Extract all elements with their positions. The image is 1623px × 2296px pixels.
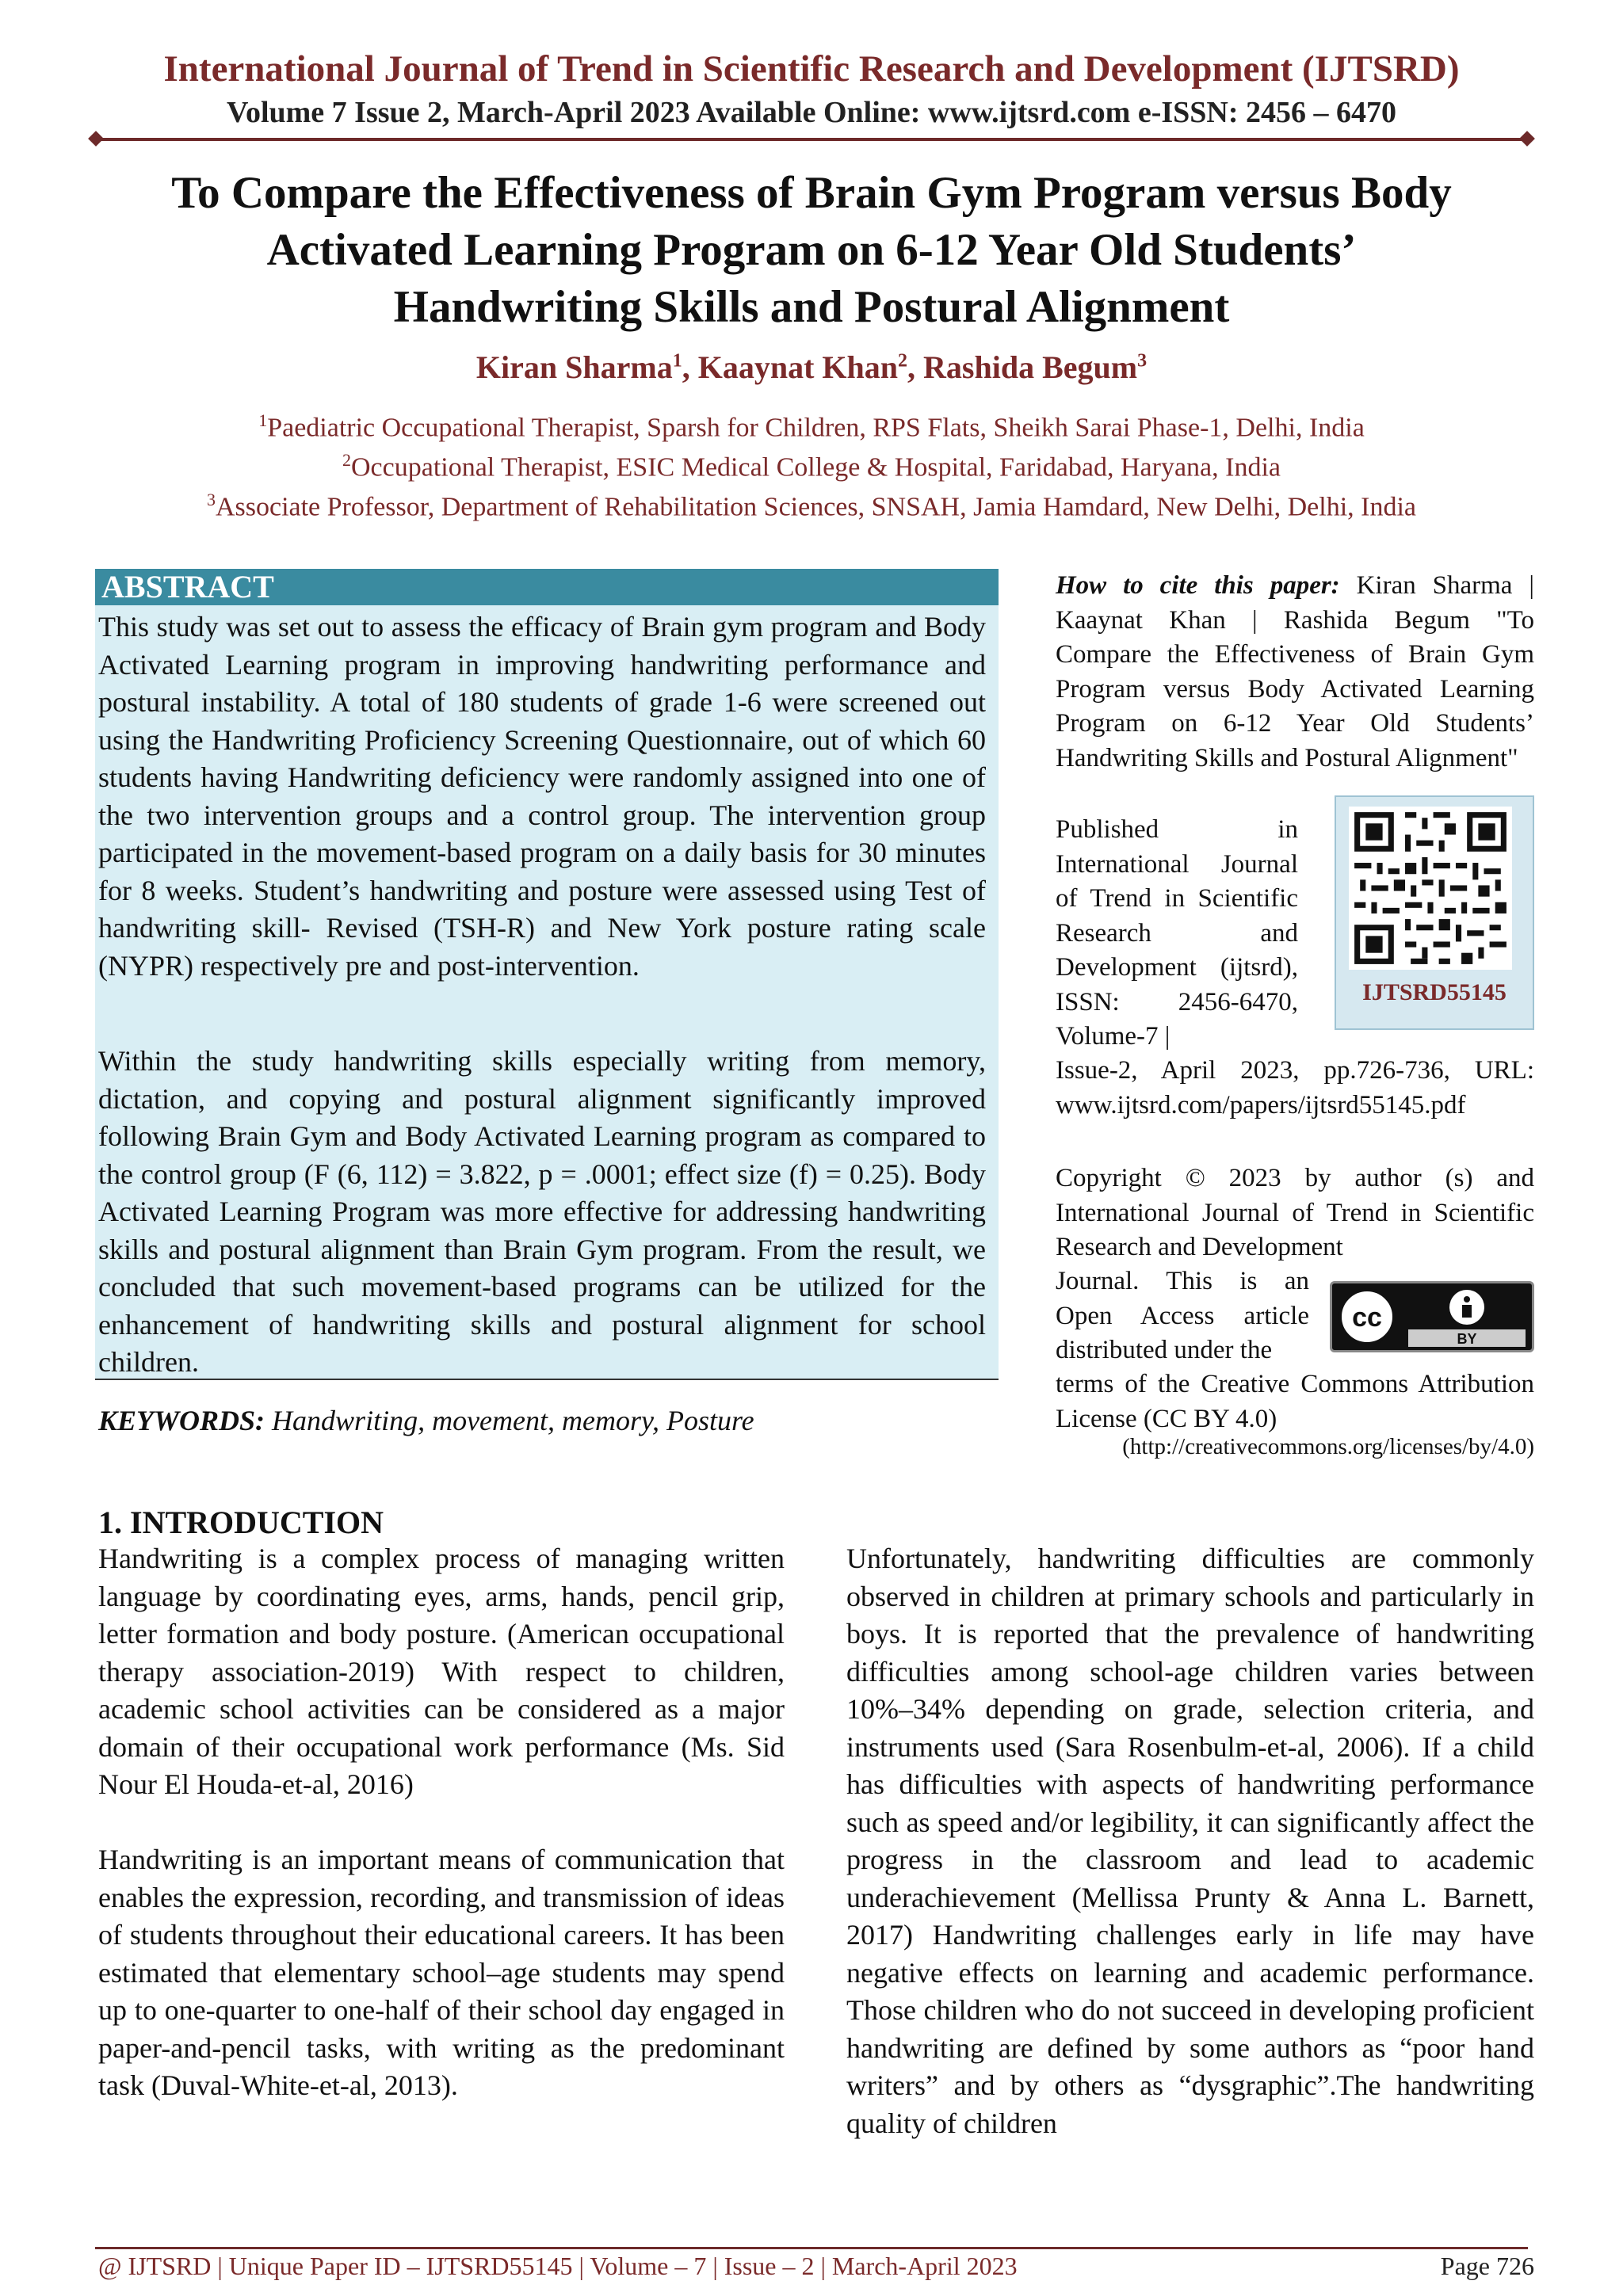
header-rule (95, 138, 1528, 141)
footer-rule (95, 2247, 1528, 2249)
affiliation-2 (0, 450, 1623, 482)
copyright-license: terms of the Creative Commons Attribution License (CC BY 4.0) (1056, 1370, 1534, 1433)
affiliation-3 (0, 490, 1623, 522)
paper-title (87, 165, 1536, 336)
affiliation-mark: 2 (342, 450, 351, 470)
affiliation-text: Associate Professor, Department of Rehabilitation Sciences, SNSAH, Jamia Hamdard, New Delhi, Delhi, India (215, 492, 1417, 522)
affiliation-text: Paediatric Occupational Therapist, Sparsh for Children, RPS Flats, Sheikh Sarai Phase-1, Delhi, India (267, 413, 1365, 443)
intro-right-paragraph-1: Unfortunately, handwriting difficulties are commonly observed in children at primary schools and particularly in boys. It is reported that the prevalence of handwriting difficulties among school-age children varies between 10%–34% depending on grade, selection criteria, and instruments used (Sara Rosenbulm-et-al, 2006). If a child has difficulties with aspects of handwriting performance such as speed and/or legibility, it can significantly affect the progress in the classroom and lead to academic underachievement (Mellissa Prunty & Anna L. Barnett, 2017) Handwriting challenges early in life may have negative effects on learning and academic performance. Those children who do not succeed in developing proficient handwriting are defined by some authors as “poor hand writers” and by others as “dysgraphic”.The handwriting quality of children (846, 1543, 1534, 2139)
cc-by-icon (1332, 1283, 1532, 1350)
author-list (0, 349, 1623, 386)
journal-issue-line: Volume 7 Issue 2, March-April 2023 Available Online: www.ijtsrd.com e-ISSN: 2456 – 6470 (226, 96, 1397, 129)
page-number: Page 726 (1440, 2252, 1534, 2280)
license-url: (http://creativecommons.org/licenses/by/4.0) (1122, 1434, 1534, 1459)
intro-left-paragraph-2: Handwriting is an important means of communication that enables the expression, recording, and transmission of ideas of students throughout their educational careers. It has been estimated that elementary school–age students may spend up to one-quarter to one-half of their school day engaged in paper-and-pencil tasks, with writing as the predominant task (Duval-White-et-al, 2013). (98, 1844, 785, 2101)
paper-title-line: To Compare the Effectiveness of Brain Gym Program versus Body (171, 168, 1452, 218)
svg-text:BY: BY (1457, 1331, 1477, 1347)
keywords-text: Handwriting, movement, memory, Posture (272, 1405, 754, 1436)
copyright-text: Copyright © 2023 by author (s) and International Journal of Trend in Scientific Research and Development (1056, 1164, 1534, 1261)
author-separator: , (682, 349, 698, 385)
citation-text: Kiran Sharma | Kaaynat Khan | Rashida Begum "To Compare the Effectiveness of Brain Gym Program versus Body Activated Learning Program on 6-12 Year Old Students’ Handwriting Skills and Postural Alignment" (1056, 571, 1534, 772)
affiliation-mark: 3 (206, 490, 216, 509)
svg-text:cc: cc (1352, 1302, 1382, 1333)
abstract-paragraph-2: Within the study handwriting skills especially writing from memory, dictation, and copying and postural alignment significantly improved following Brain Gym and Body Activated Learning program as compared to the control group (F (6, 112) = 3.822, p = .0001; effect size (f) = 0.25). Body Activated Learning Program was more effective for addressing handwriting skills and postural alignment than Brain Gym program. From the result, we concluded that such movement-based programs can be utilized for the enhancement of handwriting skills and postural alignment for school children. (98, 1045, 986, 1378)
citation-issue: Issue-2, April 2023, pp.726-736, URL: www.ijtsrd.com/papers/ijtsrd55145.pdf (1056, 1056, 1534, 1119)
author-affil-mark: 1 (672, 350, 682, 372)
header-rule-left-dot (88, 131, 104, 147)
journal-title: International Journal of Trend in Scientific Research and Development (IJTSRD) (163, 48, 1460, 90)
author-name: Kaaynat Khan (697, 349, 899, 385)
cc-by-badge (1330, 1281, 1534, 1352)
abstract-paragraph-1: This study was set out to assess the efficacy of Brain gym program and Body Activated Learning program in improving handwriting performance and postural instability. A total of 180 students of grade 1-6 were screened out using the Handwriting Proficiency Screening Questionnaire, out of which 60 students having Handwriting deficiency were randomly assigned into one of the two intervention groups and a control group. The intervention group participated in the movement-based program on a daily basis for 30 minutes for 8 weeks. Student’s handwriting and posture were assessed using Test of handwriting skill- Revised (TSH-R) and New York posture rating scale (NYPR) respectively pre and post-intervention. (98, 611, 986, 982)
citation-block (1056, 569, 1534, 776)
header-rule-right-dot (1519, 131, 1535, 147)
page-footer (98, 2252, 1534, 2281)
paper-title-line: Handwriting Skills and Postural Alignment (393, 282, 1230, 332)
citation-published: Published in International Journal of Trend in Scientific Research and Development (ijtsrd), ISSN: 2456-6470, Volume-7 | (1056, 815, 1298, 1051)
copyright-open-access: Journal. This is an Open Access article distributed under the (1056, 1267, 1309, 1364)
author-separator: , (907, 349, 924, 385)
keywords (98, 1404, 986, 1437)
author-affil-mark: 3 (1137, 350, 1148, 372)
qr-code-icon (1349, 807, 1512, 970)
qr-paper-id: IJTSRD55145 (1362, 979, 1507, 1005)
citation-label: How to cite this paper: (1056, 571, 1340, 600)
author-name: Kiran Sharma (475, 349, 673, 385)
paper-title-line: Activated Learning Program on 6-12 Year Old Students’ (266, 225, 1357, 275)
keywords-label: KEYWORDS: (98, 1405, 265, 1436)
section-heading-introduction: 1. INTRODUCTION (98, 1505, 384, 1540)
author-name: Rashida Begum (923, 349, 1138, 385)
affiliation-mark: 1 (258, 410, 268, 430)
affiliation-1 (0, 410, 1623, 443)
abstract-heading: ABSTRACT (95, 569, 999, 605)
author-affil-mark: 2 (898, 350, 908, 372)
intro-left-paragraph-1: Handwriting is a complex process of managing written language by coordinating eyes, arms, hands, pencil grip, letter formation and body posture. (American occupational therapy association-2019) With respect to children, academic school activities can be considered as a major domain of their occupational work performance (Ms. Sid Nour El Houda-et-al, 2016) (98, 1543, 785, 1800)
affiliation-text: Occupational Therapist, ESIC Medical College & Hospital, Faridabad, Haryana, India (351, 452, 1281, 482)
footer-info: @ IJTSRD | Unique Paper ID – IJTSRD55145 | Volume – 7 | Issue – 2 | March-April 2023 (98, 2252, 1018, 2280)
